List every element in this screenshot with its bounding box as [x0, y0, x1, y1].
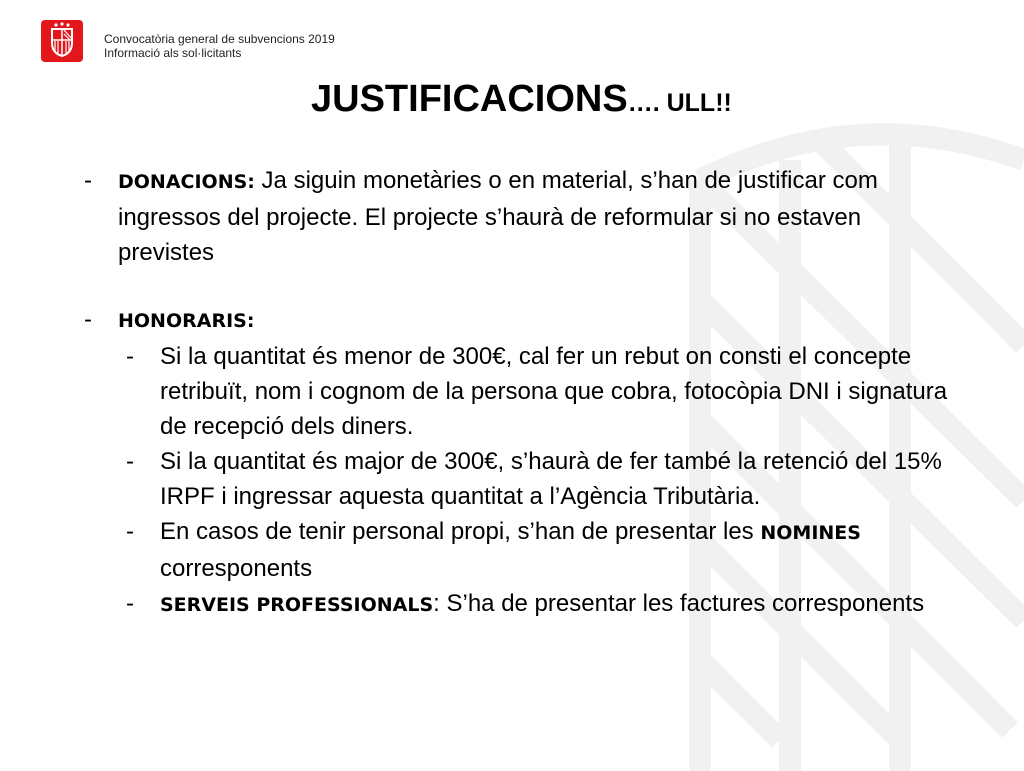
slide-title-main: JUSTIFICACIONS: [311, 78, 628, 120]
sub-bullet-personal-propi: [80, 514, 960, 586]
bullet-dash: -: [84, 167, 92, 194]
sub-bullet-dash: -: [126, 590, 134, 617]
honoraris-label: HONORARIS:: [118, 310, 255, 332]
presentation-header: [104, 32, 335, 60]
slide-title-suffix: …. ULL!!: [627, 89, 732, 117]
header-line-1: Convocatòria general de subvencions 2019: [104, 32, 335, 46]
donacions-text: Ja siguin monetàries o en material, s’han de justificar com ingressos del projecte. El projecte s’haurà de reformular si no estaven previstes: [118, 167, 878, 266]
header-line-2: Informació als sol·licitants: [104, 46, 242, 60]
sub-bullet-text: En casos de tenir personal propi, s’han de presentar les: [160, 518, 761, 545]
slide-title: [311, 78, 732, 121]
sub-bullet-text: Si la quantitat és major de 300€, s’haurà de fer també la retenció del 15% IRPF i ingressar aquesta quantitat a l’Agència Tributària.: [160, 448, 942, 510]
sub-bullet-serveis-professionals: [80, 586, 960, 623]
sub-bullet-menor-300: [80, 339, 960, 444]
sub-bullet-major-300: [80, 444, 960, 514]
slide-content: [80, 163, 960, 623]
bullet-honoraris: [80, 302, 960, 339]
donacions-label: DONACIONS:: [118, 171, 255, 193]
barcelona-city-emblem-icon: [41, 20, 83, 62]
sub-bullet-tail: corresponents: [160, 555, 313, 582]
serveis-professionals-label: SERVEIS PROFESSIONALS: [160, 594, 434, 616]
sub-bullet-text: : S’ha de presentar les factures corresponents: [433, 590, 925, 617]
sub-bullet-dash: -: [126, 518, 134, 545]
sub-bullet-dash: -: [126, 343, 134, 370]
sub-bullet-text: Si la quantitat és menor de 300€, cal fer un rebut on consti el concepte retribuït, nom i cognom de la persona que cobra, fotocòpia DNI i signatura de recepció dels diners.: [160, 343, 948, 440]
nomines-label: NOMINES: [760, 522, 861, 544]
bullet-donacions: [80, 163, 960, 270]
bullet-dash: -: [84, 306, 92, 333]
sub-bullet-dash: -: [126, 448, 134, 475]
